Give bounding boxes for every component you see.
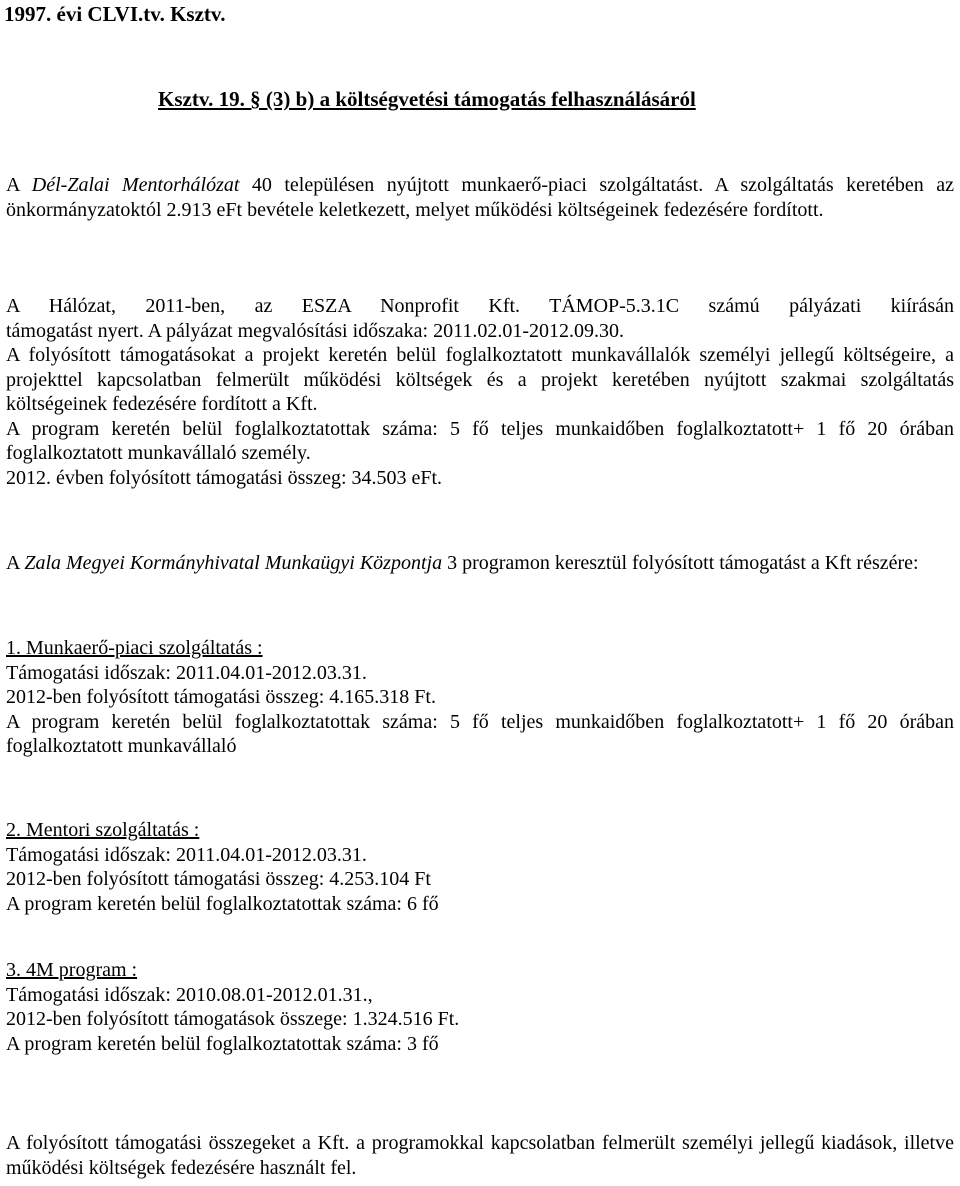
program-amount: 2012-ben folyósított támogatási összeg: 4.165.318 Ft. [6, 686, 436, 708]
program-period: Támogatási időszak: 2010.08.01-2012.01.31., [6, 983, 373, 1006]
esza-section [6, 294, 954, 490]
esza-line-2: támogatást nyert. A pályázat megvalósítási időszaka: 2011.02.01-2012.09.30. [6, 319, 625, 342]
esza-paragraph-4: 2012. évben folyósított támogatási összeg: 34.503 eFt. [6, 466, 443, 489]
esza-line-1: A Hálózat, 2011-ben, az ESZA Nonprofit Kft. TÁMOP-5.3.1C számú pályázati kiírásán [6, 295, 954, 317]
program-amount: 2012-ben folyósított támogatások összege: 1.324.516 Ft. [6, 1008, 460, 1030]
program-title: 3. 4M program : [6, 959, 138, 981]
zala-text: A Zala Megyei Kormányhivatal Munkaügyi Központja 3 programon keresztül folyósított támogatást a Kft részére: [6, 552, 919, 574]
program-staff: A program keretén belül foglalkoztatottak száma: 6 fő [6, 892, 439, 915]
program-period: Támogatási időszak: 2011.04.01-2012.03.31. [6, 843, 367, 866]
program-title: 1. Munkaerő-piaci szolgáltatás : [6, 637, 263, 659]
program-2 [6, 818, 954, 916]
document-header: 1997. évi CLVI.tv. Ksztv. [4, 2, 226, 26]
zala-organization-name: Zala Megyei Kormányhivatal Munkaügyi Központja [24, 552, 443, 574]
closing-paragraph [6, 1131, 954, 1180]
program-period: Támogatási időszak: 2011.04.01-2012.03.31. [6, 661, 367, 684]
intro-text: A Dél-Zalai Mentorhálózat 40 településen nyújtott munkaerő-piaci szolgáltatást. A szolgáltatás keretében az önkormányzatoktól 2.913 eFt bevétele keletkezett, melyet működési költségeinek fedezésére fordított. [6, 174, 955, 221]
closing-text: A folyósított támogatási összegeket a Kft. a programokkal kapcsolatban felmerült személyi jellegű kiadások, illetve működési költségek fedezésére használt fel. [6, 1132, 954, 1179]
organization-name: Dél-Zalai Mentorhálózat [31, 174, 240, 196]
program-title: 2. Mentori szolgáltatás : [6, 819, 200, 841]
program-3 [6, 958, 954, 1056]
zala-paragraph [6, 551, 954, 576]
section-title: Ksztv. 19. § (3) b) a költségvetési támogatás felhasználásáról [158, 87, 696, 111]
esza-paragraph-2: A folyósított támogatásokat a projekt keretén belül foglalkoztatott munkavállalók személyi jellegű költségeire, a projekttel kapcsolatban felmerült működési költségek és a projekt keretében nyújtott szakmai szolgáltatás költségeinek fedezésére fordított a Kft. [6, 344, 954, 415]
program-staff: A program keretén belül foglalkoztatottak száma: 5 fő teljes munkaidőben foglalkoztatott+ 1 fő 20 órában foglalkoztatott munkavállaló [6, 710, 954, 757]
program-amount: 2012-ben folyósított támogatási összeg: 4.253.104 Ft [6, 868, 431, 890]
esza-paragraph-3: A program keretén belül foglalkoztatottak száma: 5 fő teljes munkaidőben foglalkoztatott+ 1 fő 20 órában foglalkoztatott munkavállaló személy. [6, 417, 954, 464]
program-1 [6, 636, 954, 759]
program-staff: A program keretén belül foglalkoztatottak száma: 3 fő [6, 1032, 439, 1055]
intro-paragraph [6, 173, 954, 222]
